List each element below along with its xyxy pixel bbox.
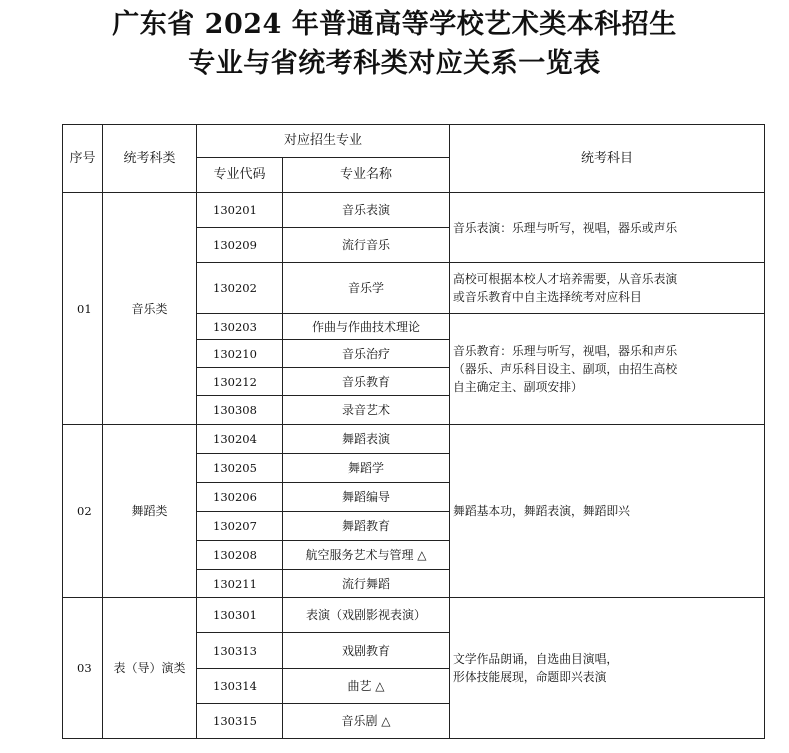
major-code: 130207 (197, 512, 283, 541)
major-code: 130206 (197, 483, 283, 512)
group-category: 表（导）演类 (103, 598, 197, 739)
group-seq: 02 (63, 425, 103, 598)
document-title-line-2: 专业与省统考科类对应关系一览表 (188, 48, 601, 79)
major-name: 流行舞蹈 (283, 570, 450, 598)
subjects-line: 音乐教育：乐理与听写，视唱，器乐和声乐 (453, 344, 678, 358)
subjects-cell (450, 193, 765, 263)
major-name: 舞蹈学 (283, 454, 450, 483)
group-category: 音乐类 (103, 193, 197, 425)
major-name: 曲艺 △ (283, 669, 450, 704)
major-name: 戏剧教育 (283, 633, 450, 669)
subjects-line: 或音乐教育中自主选择统考对应科目 (453, 290, 642, 304)
document-title-line-1: 广东省 2024 年普通高等学校艺术类本科招生 (112, 9, 677, 40)
major-name: 航空服务艺术与管理 △ (283, 541, 450, 570)
major-name: 录音艺术 (283, 396, 450, 425)
header-name: 专业名称 (283, 158, 450, 193)
major-code: 130203 (197, 314, 283, 340)
major-code: 130211 (197, 570, 283, 598)
subjects-line: 舞蹈基本功，舞蹈表演，舞蹈即兴 (453, 504, 630, 518)
table-row (63, 193, 765, 228)
major-code: 130301 (197, 598, 283, 633)
group-category: 舞蹈类 (103, 425, 197, 598)
major-name: 音乐学 (283, 263, 450, 314)
major-code: 130204 (197, 425, 283, 454)
subjects-line: 音乐表演：乐理与听写，视唱，器乐或声乐 (453, 220, 678, 235)
header-category: 统考科类 (103, 125, 197, 193)
major-name: 舞蹈编导 (283, 483, 450, 512)
major-code: 130202 (197, 263, 283, 314)
group-seq: 03 (63, 598, 103, 739)
correspondence-table (62, 124, 765, 739)
header-seq: 序号 (63, 125, 103, 193)
major-code: 130315 (197, 704, 283, 739)
major-name: 舞蹈教育 (283, 512, 450, 541)
major-code: 130201 (197, 193, 283, 228)
subjects-cell (450, 263, 765, 314)
subjects-line: 文学作品朗诵，自选曲目演唱， (453, 652, 619, 666)
subjects-line: （器乐、声乐科目设主、副项，由招生高校 (453, 362, 678, 376)
major-code: 130313 (197, 633, 283, 669)
major-name: 音乐表演 (283, 193, 450, 228)
header-code: 专业代码 (197, 158, 283, 193)
subjects-cell (450, 425, 765, 598)
major-code: 130212 (197, 368, 283, 396)
major-name: 表演（戏剧影视表演） (283, 598, 450, 633)
table-row (63, 598, 765, 633)
major-name: 作曲与作曲技术理论 (283, 314, 450, 340)
major-name: 舞蹈表演 (283, 425, 450, 454)
subjects-line: 自主确定主、副项安排） (453, 380, 583, 394)
table-row (63, 425, 765, 454)
major-code: 130210 (197, 340, 283, 368)
major-name: 音乐治疗 (283, 340, 450, 368)
major-code: 130308 (197, 396, 283, 425)
subjects-cell (450, 598, 765, 739)
subjects-line: 形体技能展现，命题即兴表演 (453, 670, 607, 684)
header-subjects: 统考科目 (450, 125, 765, 193)
major-code: 130205 (197, 454, 283, 483)
major-code: 130314 (197, 669, 283, 704)
subjects-cell (450, 314, 765, 425)
header-major-group: 对应招生专业 (197, 125, 450, 158)
group-seq: 01 (63, 193, 103, 425)
major-code: 130208 (197, 541, 283, 570)
major-code: 130209 (197, 228, 283, 263)
major-name: 流行音乐 (283, 228, 450, 263)
subjects-line: 高校可根据本校人才培养需要，从音乐表演 (453, 272, 678, 286)
major-name: 音乐教育 (283, 368, 450, 396)
major-name: 音乐剧 △ (283, 704, 450, 739)
